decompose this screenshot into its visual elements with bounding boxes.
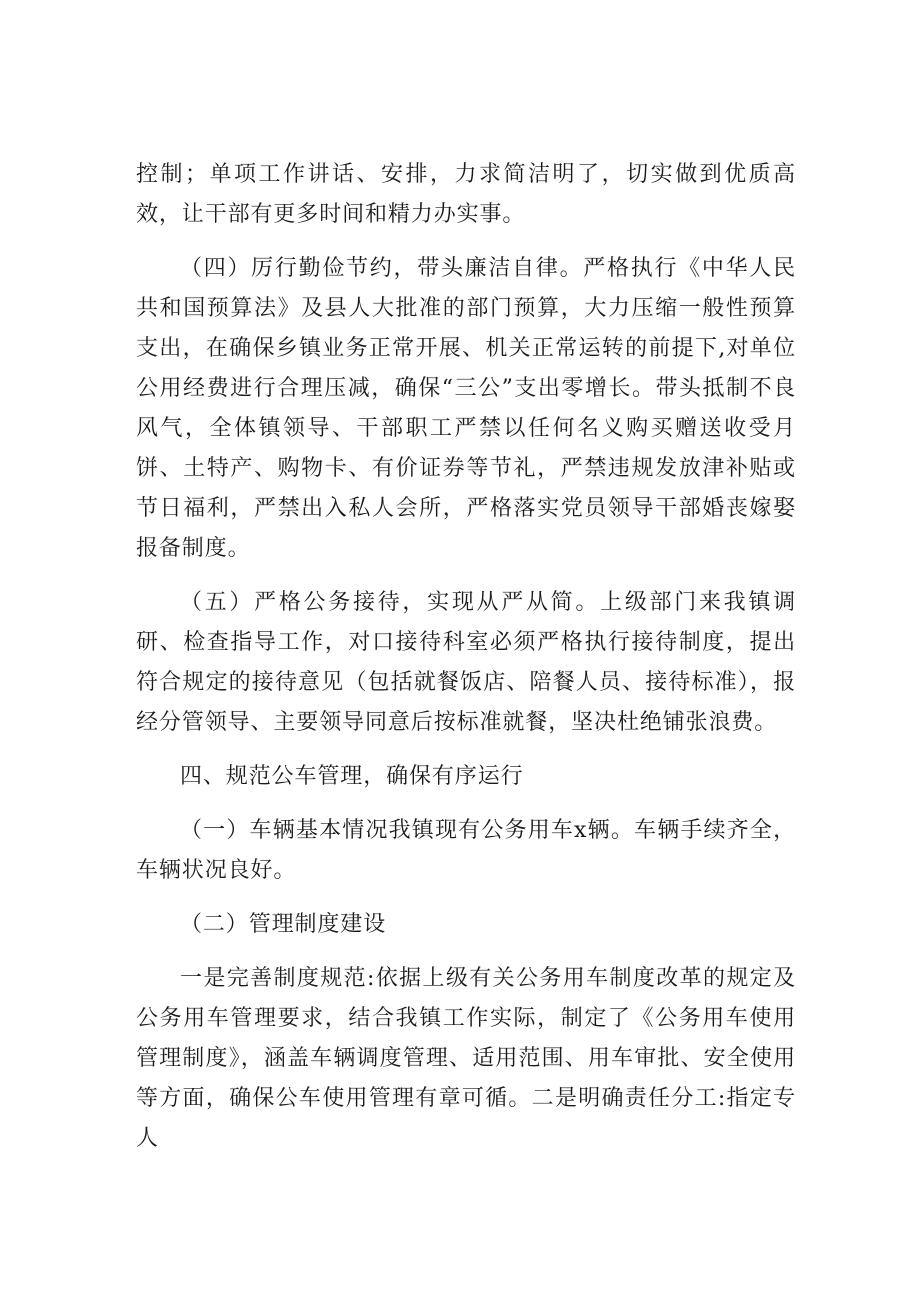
paragraph-section-5: （五）严格公务接待，实现从严从简。上级部门来我镇调研、检查指导工作，对口接待科室必须严格执行接待制度，提出符合规定的接待意见（包括就餐饭店、陪餐人员、接待标准），报经分管领导、主要领导同意后按标准就餐，坚决杜绝铺张浪费。	[136, 590, 796, 735]
heading-vehicle-management: 四、规范公车管理，确保有序运行	[180, 764, 524, 789]
document-body	[136, 155, 796, 1173]
subheading-management-system: （二）管理制度建设	[180, 912, 387, 937]
paragraph-system-details: 一是完善制度规范:依据上级有关公务用车制度改革的规定及公务用车管理要求，结合我镇工作实际，制定了《公务用车使用管理制度》，涵盖车辆调度管理、适用范围、用车审批、安全使用等方面，确保公车使用管理有章可循。二是明确责任分工:指定专人	[136, 966, 796, 1151]
paragraph-continuation: 控制；单项工作讲话、安排，力求简洁明了，切实做到优质高效，让干部有更多时间和精力办实事。	[136, 162, 796, 227]
paragraph-vehicle-basic-info: （一）车辆基本情况我镇现有公务用车x辆。车辆手续齐全，车辆状况良好。	[136, 818, 796, 883]
paragraph-section-4: （四）厉行勤俭节约，带头廉洁自律。严格执行《中华人民共和国预算法》及县人大批准的部门预算，大力压缩一般性预算支出，在确保乡镇业务正常开展、机关正常运转的前提下,对单位公用经费进行合理压减，确保“三公”支出零增长。带头抵制不良风气，全体镇领导、干部职工严禁以任何名义购买赠送收受月饼、土特产、购物卡、有价证券等节礼，严禁违规发放津补贴或节日福利，严禁出入私人会所，严格落实党员领导干部婚丧嫁娶报备制度。	[136, 256, 796, 561]
